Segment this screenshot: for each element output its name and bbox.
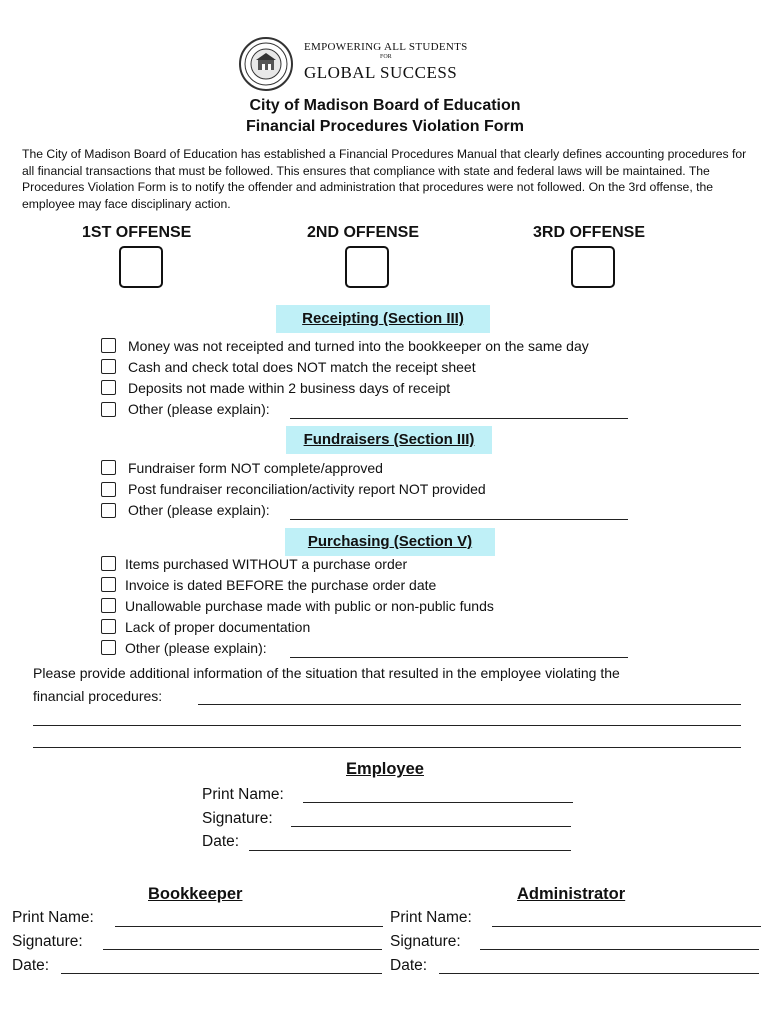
checkbox-purchasing-4[interactable] <box>101 619 116 634</box>
bookkeeper-heading: Bookkeeper <box>148 885 243 903</box>
administrator-heading: Administrator <box>517 885 626 903</box>
checkbox-fundraisers-1[interactable] <box>101 460 116 475</box>
section-heading-fundraisers: Fundraisers (Section III) <box>286 426 492 454</box>
checkbox-receipting-1[interactable] <box>101 338 116 353</box>
administrator-print-name-label: Print Name: <box>390 909 472 926</box>
form-title-line-1: City of Madison Board of Education <box>249 97 521 114</box>
checkbox-receipting-3[interactable] <box>101 380 116 395</box>
checkbox-purchasing-other[interactable] <box>101 640 116 655</box>
offense-label-2: 2ND OFFENSE <box>307 224 420 241</box>
district-seal-logo <box>238 36 294 92</box>
purchasing-item-2: Invoice is dated BEFORE the purchase order date <box>125 577 437 593</box>
receipting-item-1: Money was not receipted and turned into the bookkeeper on the same day <box>128 338 589 354</box>
administrator-date-label: Date: <box>390 957 428 974</box>
employee-signature-label: Signature: <box>202 810 273 827</box>
additional-info-prompt-1: Please provide additional information of the situation that resulted in the employee violating the <box>33 665 620 681</box>
checkbox-purchasing-3[interactable] <box>101 598 116 613</box>
administrator-signature-field[interactable] <box>480 949 759 950</box>
checkbox-purchasing-2[interactable] <box>101 577 116 592</box>
bookkeeper-signature-label: Signature: <box>12 933 83 950</box>
employee-heading: Employee <box>346 760 424 778</box>
employee-signature-field[interactable] <box>291 826 571 827</box>
fundraisers-item-2: Post fundraiser reconciliation/activity report NOT provided <box>128 481 486 497</box>
form-title-line-2: Financial Procedures Violation Form <box>246 118 524 135</box>
purchasing-item-1: Items purchased WITHOUT a purchase order <box>125 556 408 572</box>
administrator-print-name-field[interactable] <box>492 926 761 927</box>
bookkeeper-print-name-label: Print Name: <box>12 909 94 926</box>
additional-info-line-3[interactable] <box>33 747 741 748</box>
employee-date-label: Date: <box>202 833 240 850</box>
purchasing-item-3: Unallowable purchase made with public or non-public funds <box>125 598 494 614</box>
receipting-item-other: Other (please explain): <box>128 401 270 417</box>
offense-checkbox-2[interactable] <box>345 246 389 288</box>
employee-date-field[interactable] <box>249 850 571 851</box>
fundraisers-item-other: Other (please explain): <box>128 502 270 518</box>
section-heading-purchasing: Purchasing (Section V) <box>285 528 495 556</box>
fundraisers-item-1: Fundraiser form NOT complete/approved <box>128 460 383 476</box>
intro-paragraph: The City of Madison Board of Education has established a Financial Procedures Manual that clearly defines accounting procedures for all financial transactions that must be followed. This ensures that compliance with state and federal laws will be maintained. The Procedures Violation Form is to notify the offender and administration that procedures were not followed. On the 3rd offense, the employee may face disciplinary action. <box>22 147 747 211</box>
checkbox-fundraisers-other[interactable] <box>101 503 116 518</box>
administrator-date-field[interactable] <box>439 973 759 974</box>
bookkeeper-print-name-field[interactable] <box>115 926 383 927</box>
checkbox-fundraisers-2[interactable] <box>101 482 116 497</box>
employee-print-name-label: Print Name: <box>202 786 284 803</box>
fundraisers-other-explain-line[interactable] <box>290 519 628 520</box>
checkbox-receipting-other[interactable] <box>101 402 116 417</box>
additional-info-line-2[interactable] <box>33 725 741 726</box>
offense-label-1: 1ST OFFENSE <box>82 224 192 241</box>
employee-print-name-field[interactable] <box>303 802 573 803</box>
administrator-signature-label: Signature: <box>390 933 461 950</box>
checkbox-purchasing-1[interactable] <box>101 556 116 571</box>
purchasing-item-other: Other (please explain): <box>125 640 267 656</box>
offense-checkbox-3[interactable] <box>571 246 615 288</box>
bookkeeper-date-label: Date: <box>12 957 50 974</box>
tagline-line-3: GLOBAL SUCCESS <box>304 63 458 82</box>
purchasing-item-4: Lack of proper documentation <box>125 619 311 635</box>
tagline-line-1: EMPOWERING ALL STUDENTS <box>304 41 468 53</box>
offense-checkbox-1[interactable] <box>119 246 163 288</box>
purchasing-other-explain-line[interactable] <box>290 657 628 658</box>
tagline-line-2: FOR <box>380 54 392 60</box>
additional-info-prompt-2: financial procedures: <box>33 688 163 704</box>
bookkeeper-signature-field[interactable] <box>103 949 382 950</box>
receipting-other-explain-line[interactable] <box>290 418 628 419</box>
receipting-item-3: Deposits not made within 2 business days of receipt <box>128 380 451 396</box>
additional-info-line-1[interactable] <box>198 704 741 705</box>
receipting-item-2: Cash and check total does NOT match the receipt sheet <box>128 359 476 375</box>
offense-label-3: 3RD OFFENSE <box>533 224 646 241</box>
section-heading-receipting: Receipting (Section III) <box>276 305 490 333</box>
bookkeeper-date-field[interactable] <box>61 973 382 974</box>
checkbox-receipting-2[interactable] <box>101 359 116 374</box>
